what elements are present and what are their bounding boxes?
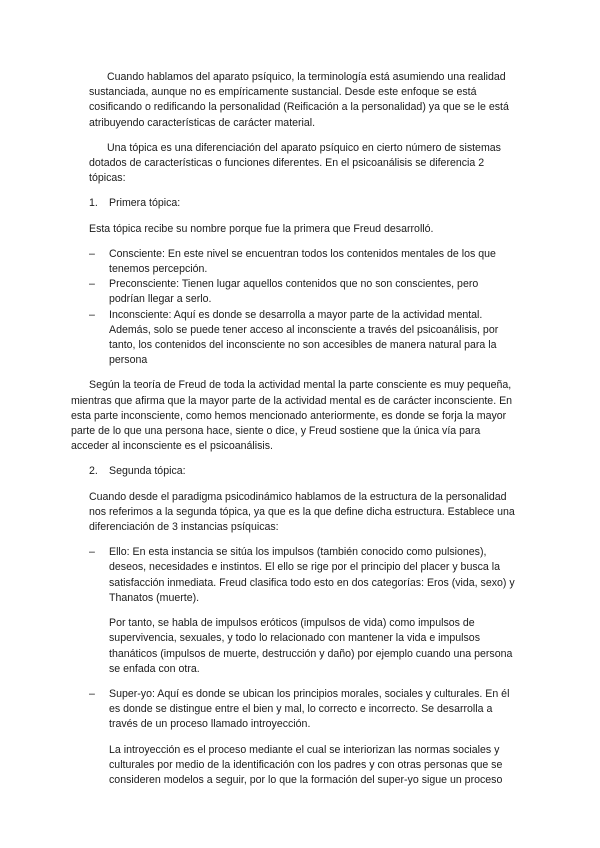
section-title: Segunda tópica: — [109, 465, 186, 478]
list-item-superyo — [89, 687, 516, 733]
segunda-topica-list — [89, 545, 516, 606]
list-item-preconsciente — [89, 277, 516, 307]
list-item-text: Super-yo: Aquí es donde se ubican los principios morales, sociales y culturales. En él es donde se distingue entre el bien y mal, lo correcto e incorrecto. Se desarrolla a través de un proceso llamado introyección. — [109, 687, 510, 731]
segunda-topica-list-continued — [89, 687, 516, 733]
section-heading-primera-topica — [89, 196, 516, 211]
dash-bullet: – — [89, 278, 95, 291]
paragraph-aparato-psiquico: Cuando hablamos del aparato psíquico, la terminología está asumiendo una realidad sustanciada, aunque no es empíricamente sustancial. Desde este enfoque se está cosificando o redificando la personalidad (Reificación a la personalidad) ya que se le está atribuyendo características de carácter material. — [89, 71, 509, 129]
section-number: 2. — [89, 465, 98, 478]
dash-bullet: – — [89, 308, 95, 321]
section-heading-segunda-topica — [89, 464, 516, 479]
section-number: 1. — [89, 197, 98, 210]
list-item-text: Ello: En esta instancia se sitúa los impulsos (también conocido como pulsiones), deseos, necesidades e instintos. El ello se rige por el principio del placer y busca la satisfacción inmediata. Freud clasifica todo esto en dos categorías: Eros (vida, sexo) y Thanatos (muerte). — [109, 546, 515, 604]
list-item-inconsciente — [89, 308, 516, 369]
dash-bullet: – — [89, 247, 95, 260]
list-item-text: Preconsciente: Tienen lugar aquellos contenidos que no son conscientes, pero podrían llegar a serlo. — [109, 278, 479, 306]
paragraph-primera-topica-intro: Esta tópica recibe su nombre porque fue la primera que Freud desarrolló. — [89, 222, 434, 235]
paragraph-impulsos: Por tanto, se habla de impulsos eróticos (impulsos de vida) como impulsos de supervivencia, sexuales, y todo lo relacionado con mantener la vida e impulsos thanáticos (impulsos de muerte, destrucción y daño) por ejemplo cuando una persona se enfada con otra. — [109, 617, 513, 675]
paragraph-topica-definicion: Una tópica es una diferenciación del aparato psíquico en cierto número de sistemas dotados de características o funciones diferentes. En el psicoanálisis se diferencia 2 tópicas: — [89, 141, 501, 185]
list-item-consciente — [89, 247, 516, 277]
paragraph-teoria-freud: Según la teoría de Freud de toda la actividad mental la parte consciente es muy pequeña, mientras que afirma que la mayor parte de la actividad mental es de carácter inconsciente. En esta parte inconsciente, como hemos mencionado anteriormente, es donde se forja la mayor parte de lo que una persona hace, siente o dice, y Freud sostiene que la única vía para acceder al inconsciente es el psicoanálisis. — [71, 379, 513, 453]
paragraph-segunda-topica-intro: Cuando desde el paradigma psicodinámico hablamos de la estructura de la personalidad nos referimos a la segunda tópica, ya que es la que define dicha estructura. Establece una diferenciación de 3 instancias psíquicas: — [89, 490, 515, 534]
list-item-text: Inconsciente: Aquí es donde se desarrolla a mayor parte de la actividad mental. Además, solo se puede tener acceso al inconsciente a través del psicoanálisis, por tanto, los contenidos del inconsciente no son accesibles de manera natural para la persona — [109, 308, 499, 367]
section-title: Primera tópica: — [109, 197, 181, 210]
paragraph-introyeccion: La introyección es el proceso mediante el cual se interiorizan las normas sociales y culturales por medio de la identificación con los padres y con otras personas que se consideren modelos a seguir, por lo que la formación del super-yo sigue un proceso — [109, 743, 503, 786]
dash-bullet: – — [89, 546, 95, 559]
primera-topica-list — [89, 247, 516, 369]
dash-bullet: – — [89, 687, 95, 700]
list-item-text: Consciente: En este nivel se encuentran todos los contenidos mentales de los que tenemos percepción. — [109, 247, 496, 276]
list-item-ello — [89, 545, 516, 606]
